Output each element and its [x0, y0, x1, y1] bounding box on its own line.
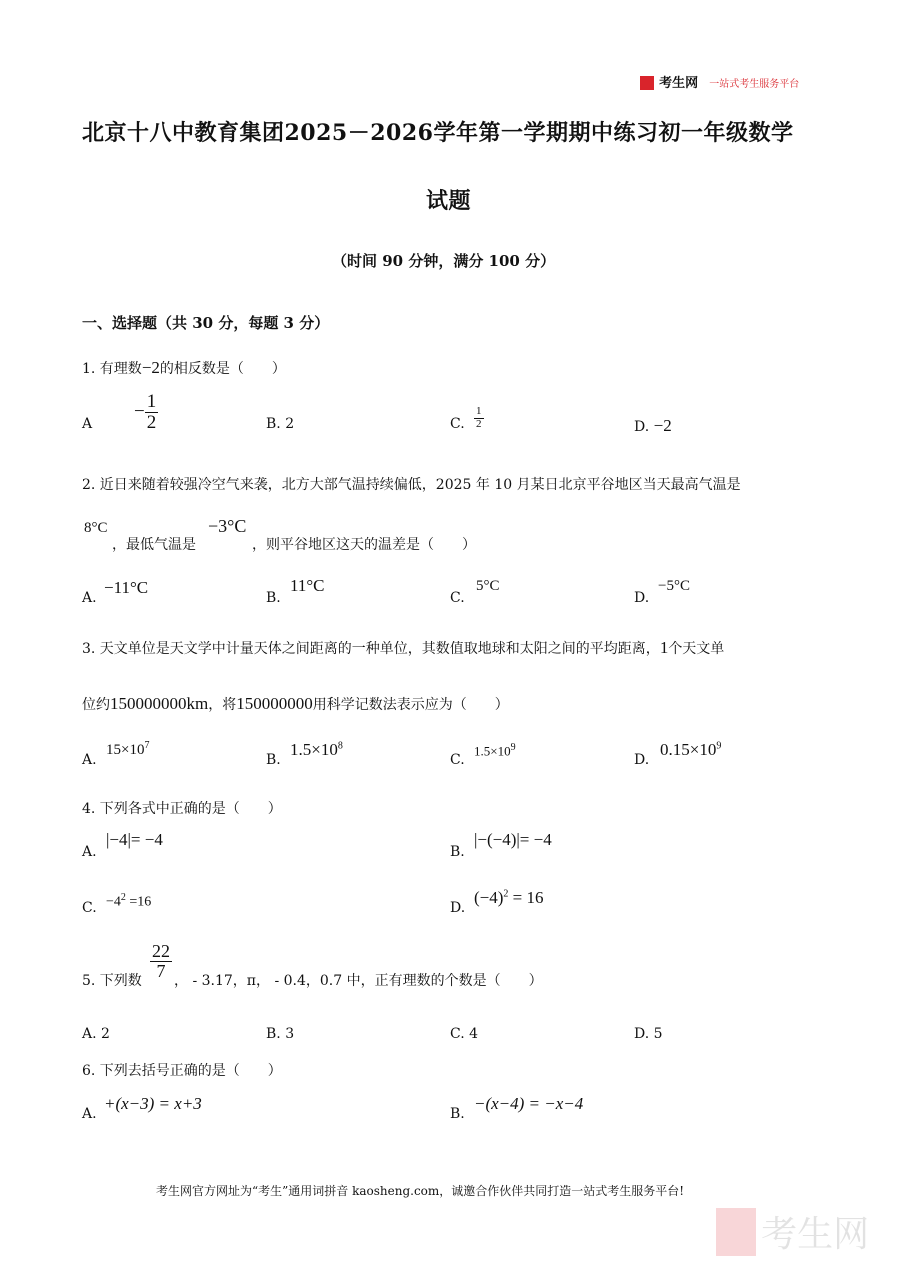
q6-option-a: A.	[82, 1106, 97, 1122]
q4-option-d: D.	[450, 900, 466, 916]
stem-text: 的相反数是（ ）	[159, 361, 286, 377]
q2-high-temp: 8°C	[84, 520, 108, 536]
q3-option-a-value	[106, 740, 149, 759]
value: = 16	[508, 888, 544, 907]
option-label: B.	[266, 1026, 281, 1042]
q3-option-b-value	[290, 740, 343, 760]
question-6-stem: 6. 下列去括号正确的是（ ）	[82, 1063, 282, 1079]
logo-slogan: 一站式考生服务平台	[709, 79, 800, 90]
q6-option-b-value: −(x−4) = −x−4	[474, 1094, 584, 1113]
minus: −	[134, 400, 145, 422]
section-heading: 一、选择题（共 30 分，每题 3 分）	[82, 314, 330, 332]
value: 0.15×10	[660, 740, 717, 759]
option-label: A	[82, 416, 93, 432]
stem-text: 位约	[82, 697, 110, 713]
page-title: 北京十八中教育集团2025－2026学年第一学期期中练习初一年级数学	[82, 120, 794, 146]
q5-option-a	[82, 1026, 110, 1042]
q1-option-a	[82, 416, 92, 432]
exponent: 2	[503, 888, 509, 900]
q1-option-c	[450, 416, 465, 432]
denominator: 2	[476, 417, 482, 430]
watermark-logo	[716, 1206, 869, 1257]
question-2-stem: 2. 近日来随着较强冷空气来袭，北方大部气温持续偏低，2025 年 10 月某日北京平谷地区当天最高气温是	[82, 477, 741, 493]
value: 1.5×10	[290, 740, 338, 759]
kaosheng-logo-icon	[640, 76, 654, 90]
question-4-stem: 4. 下列各式中正确的是（ ）	[82, 801, 282, 817]
question-1-stem	[82, 358, 286, 378]
q3-option-c-value	[474, 742, 516, 759]
q3-option-c: C.	[450, 752, 465, 768]
q2-option-a-value: −11°C	[104, 578, 149, 597]
watermark-icon	[716, 1208, 756, 1256]
stem-math: −2	[141, 358, 160, 377]
q1-option-b	[266, 416, 294, 432]
page-title-line2: 试题	[426, 188, 472, 214]
exponent: 7	[144, 740, 150, 751]
question-3-stem	[82, 638, 724, 658]
numerator: 22	[152, 941, 170, 961]
q2-option-b-value: 11°C	[290, 576, 325, 595]
q5-fraction	[150, 942, 172, 981]
stem-text: 用科学记数法表示应为（ ）	[312, 697, 509, 713]
q5-option-d	[634, 1026, 663, 1042]
q1-option-c-value	[474, 406, 484, 430]
value: (−4)	[474, 888, 504, 907]
q4-option-a-value: |−4|= −4	[106, 830, 163, 849]
option-value: 3	[285, 1026, 295, 1042]
q1-option-d	[634, 416, 672, 436]
q2-text-post: ，则平谷地区这天的温差是（ ）	[252, 537, 476, 553]
stem-text: 3. 天文单位是天文学中计量天体之间距离的一种单位，其数值取地球和太阳之间的平均距离，	[82, 641, 660, 657]
q2-low-temp: −3°C	[208, 516, 247, 536]
q3-option-d: D.	[634, 752, 650, 768]
exponent: 9	[716, 740, 722, 752]
option-value: 5	[653, 1026, 663, 1042]
q3-option-b: B.	[266, 752, 281, 768]
option-value: 2	[101, 1026, 110, 1042]
question-3-stem-line2	[82, 694, 509, 714]
numerator: 1	[476, 405, 482, 417]
q4-option-a: A.	[82, 844, 97, 860]
option-label: A.	[82, 590, 97, 606]
exam-info: （时间 90 分钟，满分 100 分）	[332, 252, 556, 270]
option-label: C.	[450, 1026, 465, 1042]
q4-option-d-value	[474, 888, 544, 908]
stem-math: 150000000	[236, 694, 313, 713]
option-label: C.	[450, 416, 465, 432]
logo-text: 考生网	[659, 76, 699, 91]
q2-option-a	[82, 590, 97, 606]
q5-option-c	[450, 1026, 478, 1042]
stem-math: 1	[659, 638, 669, 657]
q4-option-b-value: |−(−4)|= −4	[474, 830, 552, 849]
denominator: 7	[156, 960, 166, 981]
q2-option-c-value: 5°C	[476, 578, 500, 594]
option-value: 4	[469, 1026, 479, 1042]
exponent: 8	[337, 740, 343, 752]
q4-option-c-value	[106, 892, 151, 911]
option-value: 2	[285, 416, 295, 432]
watermark-text: 考生网	[761, 1214, 870, 1255]
stem-text: 个天文单	[668, 641, 725, 657]
exponent: 2	[120, 892, 126, 903]
q3-option-d-value	[660, 740, 721, 760]
value: 15×10	[106, 742, 145, 758]
q2-option-b: B.	[266, 590, 281, 606]
q6-option-b: B.	[450, 1106, 465, 1122]
stem-math: 150000000km	[110, 694, 209, 713]
question-5-stem-pre: 5. 下列数	[82, 973, 142, 989]
q6-option-a-value: +(x−3) = x+3	[104, 1094, 202, 1113]
value: −4	[106, 894, 121, 910]
footer-text: 考生网官方网址为“考生”通用词拼音 kaosheng.com，诚邀合作伙伴共同打造一站式考生服务平台!	[156, 1184, 685, 1198]
denominator: 2	[146, 411, 157, 433]
q2-option-d-value: −5°C	[658, 578, 690, 594]
q1-option-a-value	[134, 392, 158, 433]
q2-text: ，最低气温是	[112, 537, 196, 553]
q3-option-a: A.	[82, 752, 97, 768]
q4-option-c: C.	[82, 900, 97, 916]
option-label: B.	[266, 416, 281, 432]
q5-option-b	[266, 1026, 294, 1042]
stem-text: ，将	[208, 697, 237, 713]
header-logo	[640, 72, 799, 91]
q2-option-c: C.	[450, 590, 465, 606]
option-value: −2	[653, 416, 672, 435]
value: 1.5×10	[474, 743, 511, 759]
exponent: 9	[510, 742, 516, 753]
q4-option-b: B.	[450, 844, 465, 860]
option-label: D.	[634, 419, 650, 435]
question-5-stem-post: ， - 3.17，π， - 0.4，0.7 中，正有理数的个数是（ ）	[174, 973, 543, 989]
option-label: A.	[82, 1026, 97, 1042]
option-label: D.	[634, 1026, 650, 1042]
numerator: 1	[146, 391, 157, 412]
q2-option-d: D.	[634, 590, 650, 606]
stem-text: 1. 有理数	[82, 361, 142, 377]
value: =16	[125, 894, 152, 910]
